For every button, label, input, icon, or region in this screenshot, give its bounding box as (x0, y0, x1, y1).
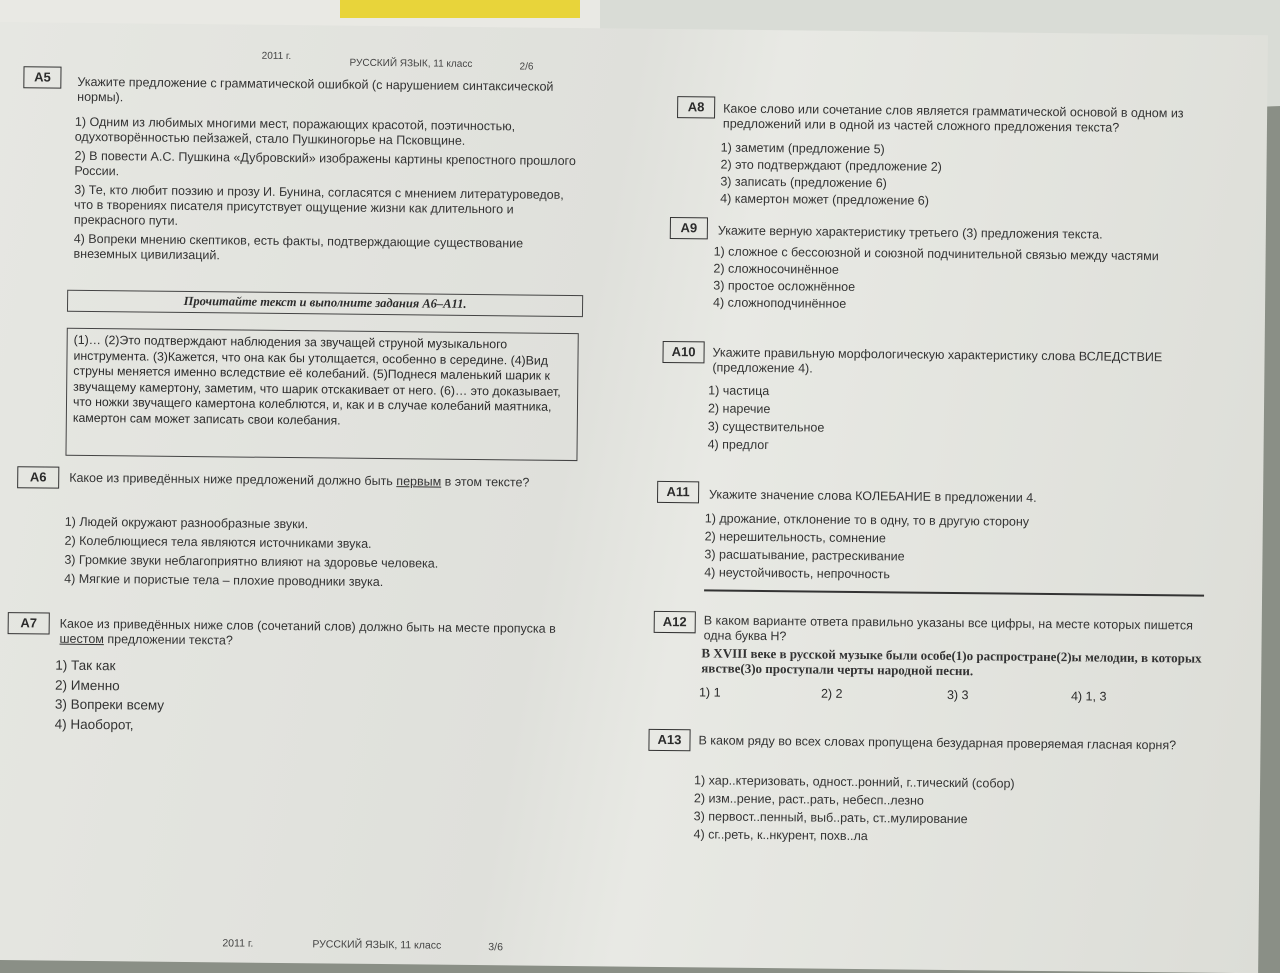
question-a6-text (69, 471, 574, 491)
option[interactable]: 1) заметим (предложение 5) (720, 140, 885, 157)
option[interactable]: 1) хар..ктеризовать, одност..ронний, г..тический (собор) (694, 773, 1015, 791)
option[interactable]: 1) частица (708, 383, 770, 399)
question-a10-text: Укажите правильную морфологическую характеристику слова ВСЛЕДСТВИЕ (предложение 4). (712, 345, 1163, 376)
a7-underlined-word: шестом (59, 631, 104, 647)
question-a9-label: A9 (670, 217, 708, 239)
option[interactable]: 2) это подтверждают (предложение 2) (720, 157, 942, 174)
option[interactable]: 4) Мягкие и пористые тела – плохие проводники звука. (64, 571, 384, 590)
option[interactable]: 3) простое осложнённое (713, 278, 856, 294)
option[interactable]: 3) Те, кто любит поэзию и прозу И. Бунина, согласятся с мнением литературоведов, что в творениях писателя присутствует ощущение жизни как длительного и прекрасного пути. (73, 182, 564, 228)
option[interactable]: 2) изм..рение, раст..рать, небесп..лезно (693, 791, 924, 808)
page2-header-page: 2/6 (519, 61, 534, 73)
page3-footer-page: 3/6 (488, 941, 504, 954)
option[interactable]: 2) наречие (707, 401, 771, 417)
option[interactable]: 1) сложное с бессоюзной и союзной подчинительной связью между частями (713, 244, 1159, 264)
option[interactable]: 1) 1 (698, 685, 721, 700)
exam-spread (0, 22, 1268, 973)
a7-text-start: Какое из приведённых ниже слов (сочетаний слов) должно быть на месте пропуска в (59, 616, 556, 636)
option[interactable]: 1) Так как (55, 657, 116, 674)
option[interactable]: 2) 2 (820, 686, 843, 701)
passage-text: (1)… (2)Это подтверждают наблюдения за звучащей струной музыкального инструмента. (3)Кажется, что она как бы утолщается, особенно в середине. (4)Вид струны меняется именно вследствие её колебаний. (5)Поднеся маленький шарик к звучащему камертону, заметим, что шарик отскакивает от него. (6)… это доказывает, что ножки звучащего камертона колеблются, и, как и в случае колебаний маятника, камертон сам может записать свои колебания. (72, 332, 561, 428)
a6-underlined-word: первым (396, 474, 442, 489)
question-a8-text: Какое слово или сочетание слов является грамматической основой в одном из предложений или в одной из частей сложного предложения текста? (722, 101, 1184, 135)
option[interactable]: 1) Людей окружают разнообразные звуки. (64, 514, 309, 532)
option[interactable]: 4) 1, 3 (1070, 689, 1107, 704)
option[interactable]: 3) существительное (707, 419, 825, 435)
option[interactable]: 2) Именно (54, 677, 120, 693)
question-a13-options (693, 771, 1014, 846)
option[interactable]: 4) камертон может (предложение 6) (720, 191, 930, 208)
question-a7-label: A7 (8, 612, 50, 634)
question-a9-text: Укажите верную характеристику третьего (3) предложения текста. (717, 223, 1103, 242)
option[interactable]: 4) Вопреки мнению скептиков, есть факты, подтверждающие существование внеземных цивилизаций. (73, 231, 524, 263)
option[interactable]: 3) Вопреки всему (54, 696, 165, 713)
question-a12-label: A12 (654, 611, 696, 633)
instruction-text: Прочитайте текст и выполните задания А6–А11. (183, 293, 467, 311)
question-a6-options (64, 513, 439, 593)
page3-footer-subject: РУССКИЙ ЯЗЫК, 11 класс (312, 938, 442, 952)
question-a5-text: Укажите предложение с грамматической ошибкой (с нарушением синтаксической нормы). (77, 74, 554, 105)
yellow-folder (340, 0, 580, 18)
question-a11-label: A11 (657, 481, 699, 503)
passage-box (65, 328, 578, 461)
question-a6-label: A6 (17, 466, 59, 488)
page3-footer-year: 2011 г. (222, 937, 254, 950)
question-a13-label: A13 (648, 729, 690, 751)
option[interactable]: 4) предлог (707, 437, 769, 453)
question-a5-label: A5 (23, 66, 61, 88)
option[interactable]: 3) записать (предложение 6) (720, 174, 887, 191)
question-a8-options (720, 140, 942, 210)
option[interactable]: 2) Колеблющиеся тела являются источниками звука. (64, 533, 372, 551)
option[interactable]: 3) первост..пенный, выб..рать, ст..мулирование (693, 809, 968, 827)
a6-text-end: в этом тексте? (441, 474, 530, 490)
option[interactable]: 4) Наоборот, (54, 716, 134, 732)
page2-header-subject: РУССКИЙ ЯЗЫК, 11 класс (349, 57, 473, 70)
question-a12-options (699, 685, 1199, 708)
question-a13-text: В каком ряду во всех словах пропущена безударная проверяемая гласная корня? (698, 733, 1177, 753)
a7-text-end: предложении текста? (103, 632, 233, 648)
question-a7-options (55, 656, 165, 735)
question-a10-label: A10 (662, 341, 704, 363)
option[interactable]: 4) неустойчивость, непрочность (704, 565, 891, 582)
option[interactable]: 1) дрожание, отклонение то в одну, то в другую сторону (704, 511, 1030, 529)
option[interactable]: 3) Громкие звуки неблагоприятно влияют на здоровье человека. (64, 552, 439, 571)
question-a12-text: В каком варианте ответа правильно указаны все цифры, на месте которых пишется одна буква Н? (703, 613, 1193, 644)
question-a9-options (713, 243, 1159, 316)
option[interactable]: 4) сложноподчинённое (713, 295, 847, 311)
page2-header-year: 2011 г. (261, 50, 292, 63)
option[interactable]: 3) расшатывание, растрескивание (704, 547, 905, 564)
question-a11-options (704, 509, 1029, 584)
a6-text-start: Какое из приведённых ниже предложений должно быть (69, 470, 397, 489)
option[interactable]: 4) сг..реть, к..нкурент, похв..ла (693, 827, 868, 844)
question-a11-text: Укажите значение слова КОЛЕБАНИЕ в предложении 4. (709, 487, 1037, 505)
option[interactable]: 3) 3 (946, 687, 969, 703)
question-a8-label: A8 (677, 96, 715, 118)
option[interactable]: 2) нерешительность, сомнение (704, 529, 886, 546)
question-a5-options (73, 115, 580, 267)
option[interactable]: 1) Одним из любимых многими мест, поражающих красотой, поэтичностью, одухотворённостью пейзажей, стало Пушкиногорье на Псковщине. (74, 114, 516, 148)
question-a7-text (59, 617, 569, 652)
section-divider (704, 589, 1204, 596)
option[interactable]: 2) В повести А.С. Пушкина «Дубровский» изображены картины крепостного прошлого России. (74, 148, 576, 179)
instruction-box (67, 290, 583, 317)
question-a10-options (708, 381, 825, 454)
option[interactable]: 2) сложносочинённое (713, 261, 839, 277)
question-a12-sentence: В XVIII веке в русской музыке были особе(1)о распростране(2)ы мелодии, в которых явстве(3)о проступали черты народной песни. (701, 645, 1202, 679)
